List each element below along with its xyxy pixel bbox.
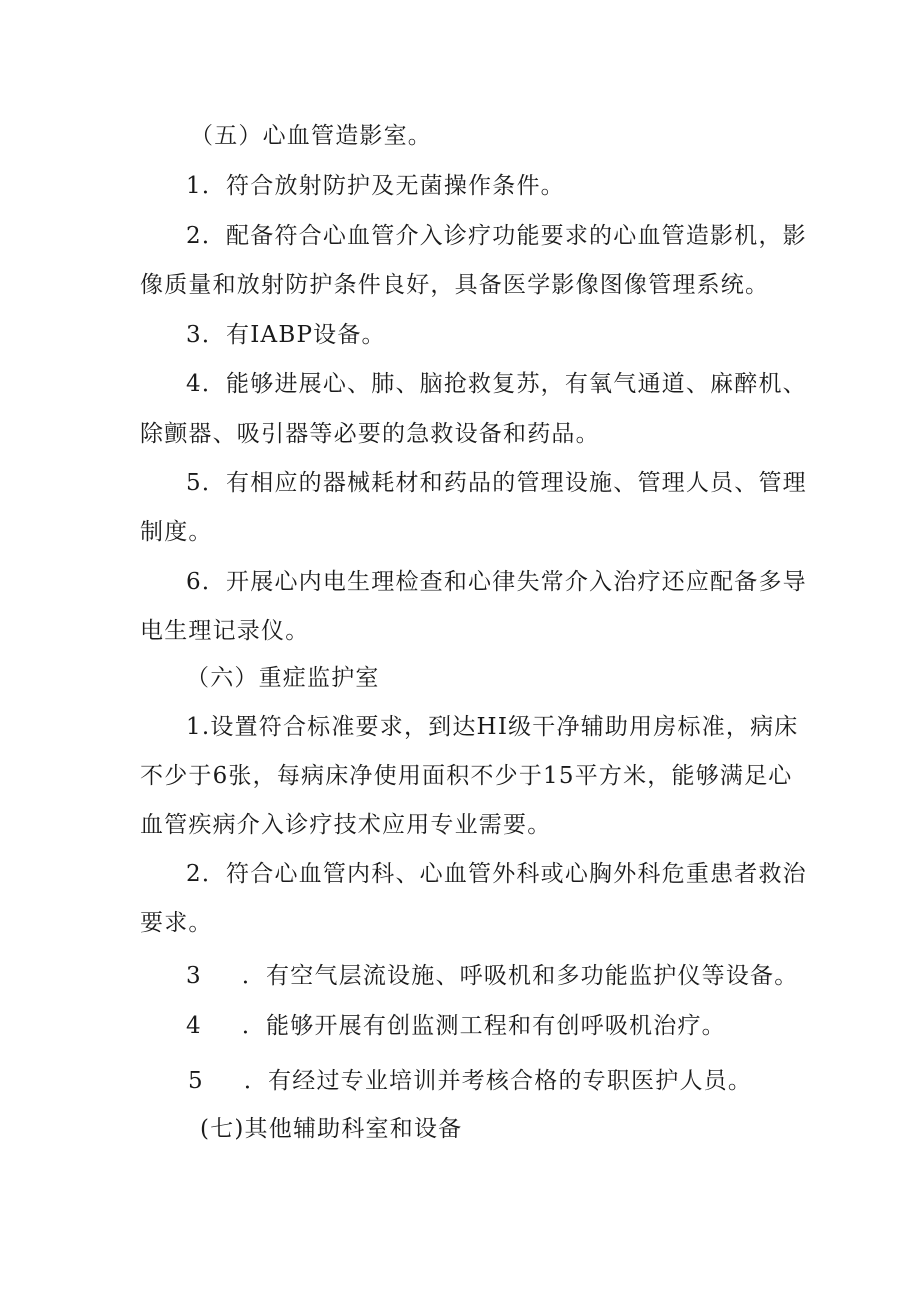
paragraph-5-6: [186, 567, 807, 597]
item-number: 1: [186, 173, 202, 199]
paragraph-5-2: [186, 221, 807, 251]
item-text: ．有空气层流设施、呼吸机和多功能监护仪等设备。: [241, 963, 799, 989]
paragraph-5-3: [186, 320, 386, 350]
section-heading-5: （五）心血管造影室。: [190, 123, 432, 149]
paragraph-6-3: [186, 961, 798, 991]
item-number: 3: [186, 963, 202, 989]
item-text: ．开展心内电生理检查和心律失常介入治疗还应配备多导: [201, 569, 807, 595]
item-number: 2: [186, 223, 202, 249]
paragraph-6-1: [186, 712, 799, 742]
paragraph-5-1: [186, 171, 565, 201]
item-text: ．符合心血管内科、心血管外科或心胸外科危重患者救治: [201, 861, 807, 887]
paragraph-6-1-continuation-2: 血管疾病介入诊疗技术应用专业需要。: [140, 812, 552, 838]
item-number: 3: [186, 322, 202, 348]
item-text: ．能够进展心、肺、脑抢救复苏，有氧气通道、麻醉机、: [201, 371, 807, 397]
item-text: ．有相应的器械耗材和药品的管理设施、管理人员、管理: [201, 470, 807, 496]
paragraph-5-2-continuation: 像质量和放射防护条件良好，具备医学影像图像管理系统。: [140, 272, 770, 298]
item-text: ．有经过专业培训并考核合格的专职医护人员。: [243, 1068, 753, 1094]
paragraph-6-5: [188, 1066, 752, 1096]
item-number: 1.: [186, 714, 211, 740]
item-number: 6: [186, 569, 202, 595]
item-text: 设置符合标准要求，到达HI级干净辅助用房标准，病床: [210, 714, 799, 740]
item-number: 5: [186, 470, 202, 496]
item-text: ．有IABP设备。: [201, 322, 386, 348]
paragraph-5-5: [186, 468, 807, 498]
paragraph-6-2: [186, 859, 807, 889]
paragraph-6-2-continuation: 要求。: [140, 910, 213, 936]
paragraph-5-6-continuation: 电生理记录仪。: [140, 618, 310, 644]
item-text: ．能够开展有创监测工程和有创呼吸机治疗。: [241, 1013, 726, 1039]
paragraph-5-4-continuation: 除颤器、吸引器等必要的急救设备和药品。: [140, 421, 600, 447]
section-heading-6: （六）重症监护室: [186, 665, 380, 691]
item-text: ．配备符合心血管介入诊疗功能要求的心血管造影机，影: [201, 223, 807, 249]
paragraph-5-4: [186, 369, 807, 399]
item-number: 5: [188, 1068, 204, 1094]
paragraph-6-4: [186, 1011, 726, 1041]
item-number: 4: [186, 371, 202, 397]
item-text: ．符合放射防护及无菌操作条件。: [201, 173, 565, 199]
paragraph-6-1-continuation: 不少于6张，每病床净使用面积不少于15平方米，能够满足心: [140, 763, 793, 789]
item-number: 4: [186, 1013, 202, 1039]
item-number: 2: [186, 861, 202, 887]
section-heading-7: (七)其他辅助科室和设备: [200, 1116, 463, 1142]
paragraph-5-5-continuation: 制度。: [140, 519, 213, 545]
